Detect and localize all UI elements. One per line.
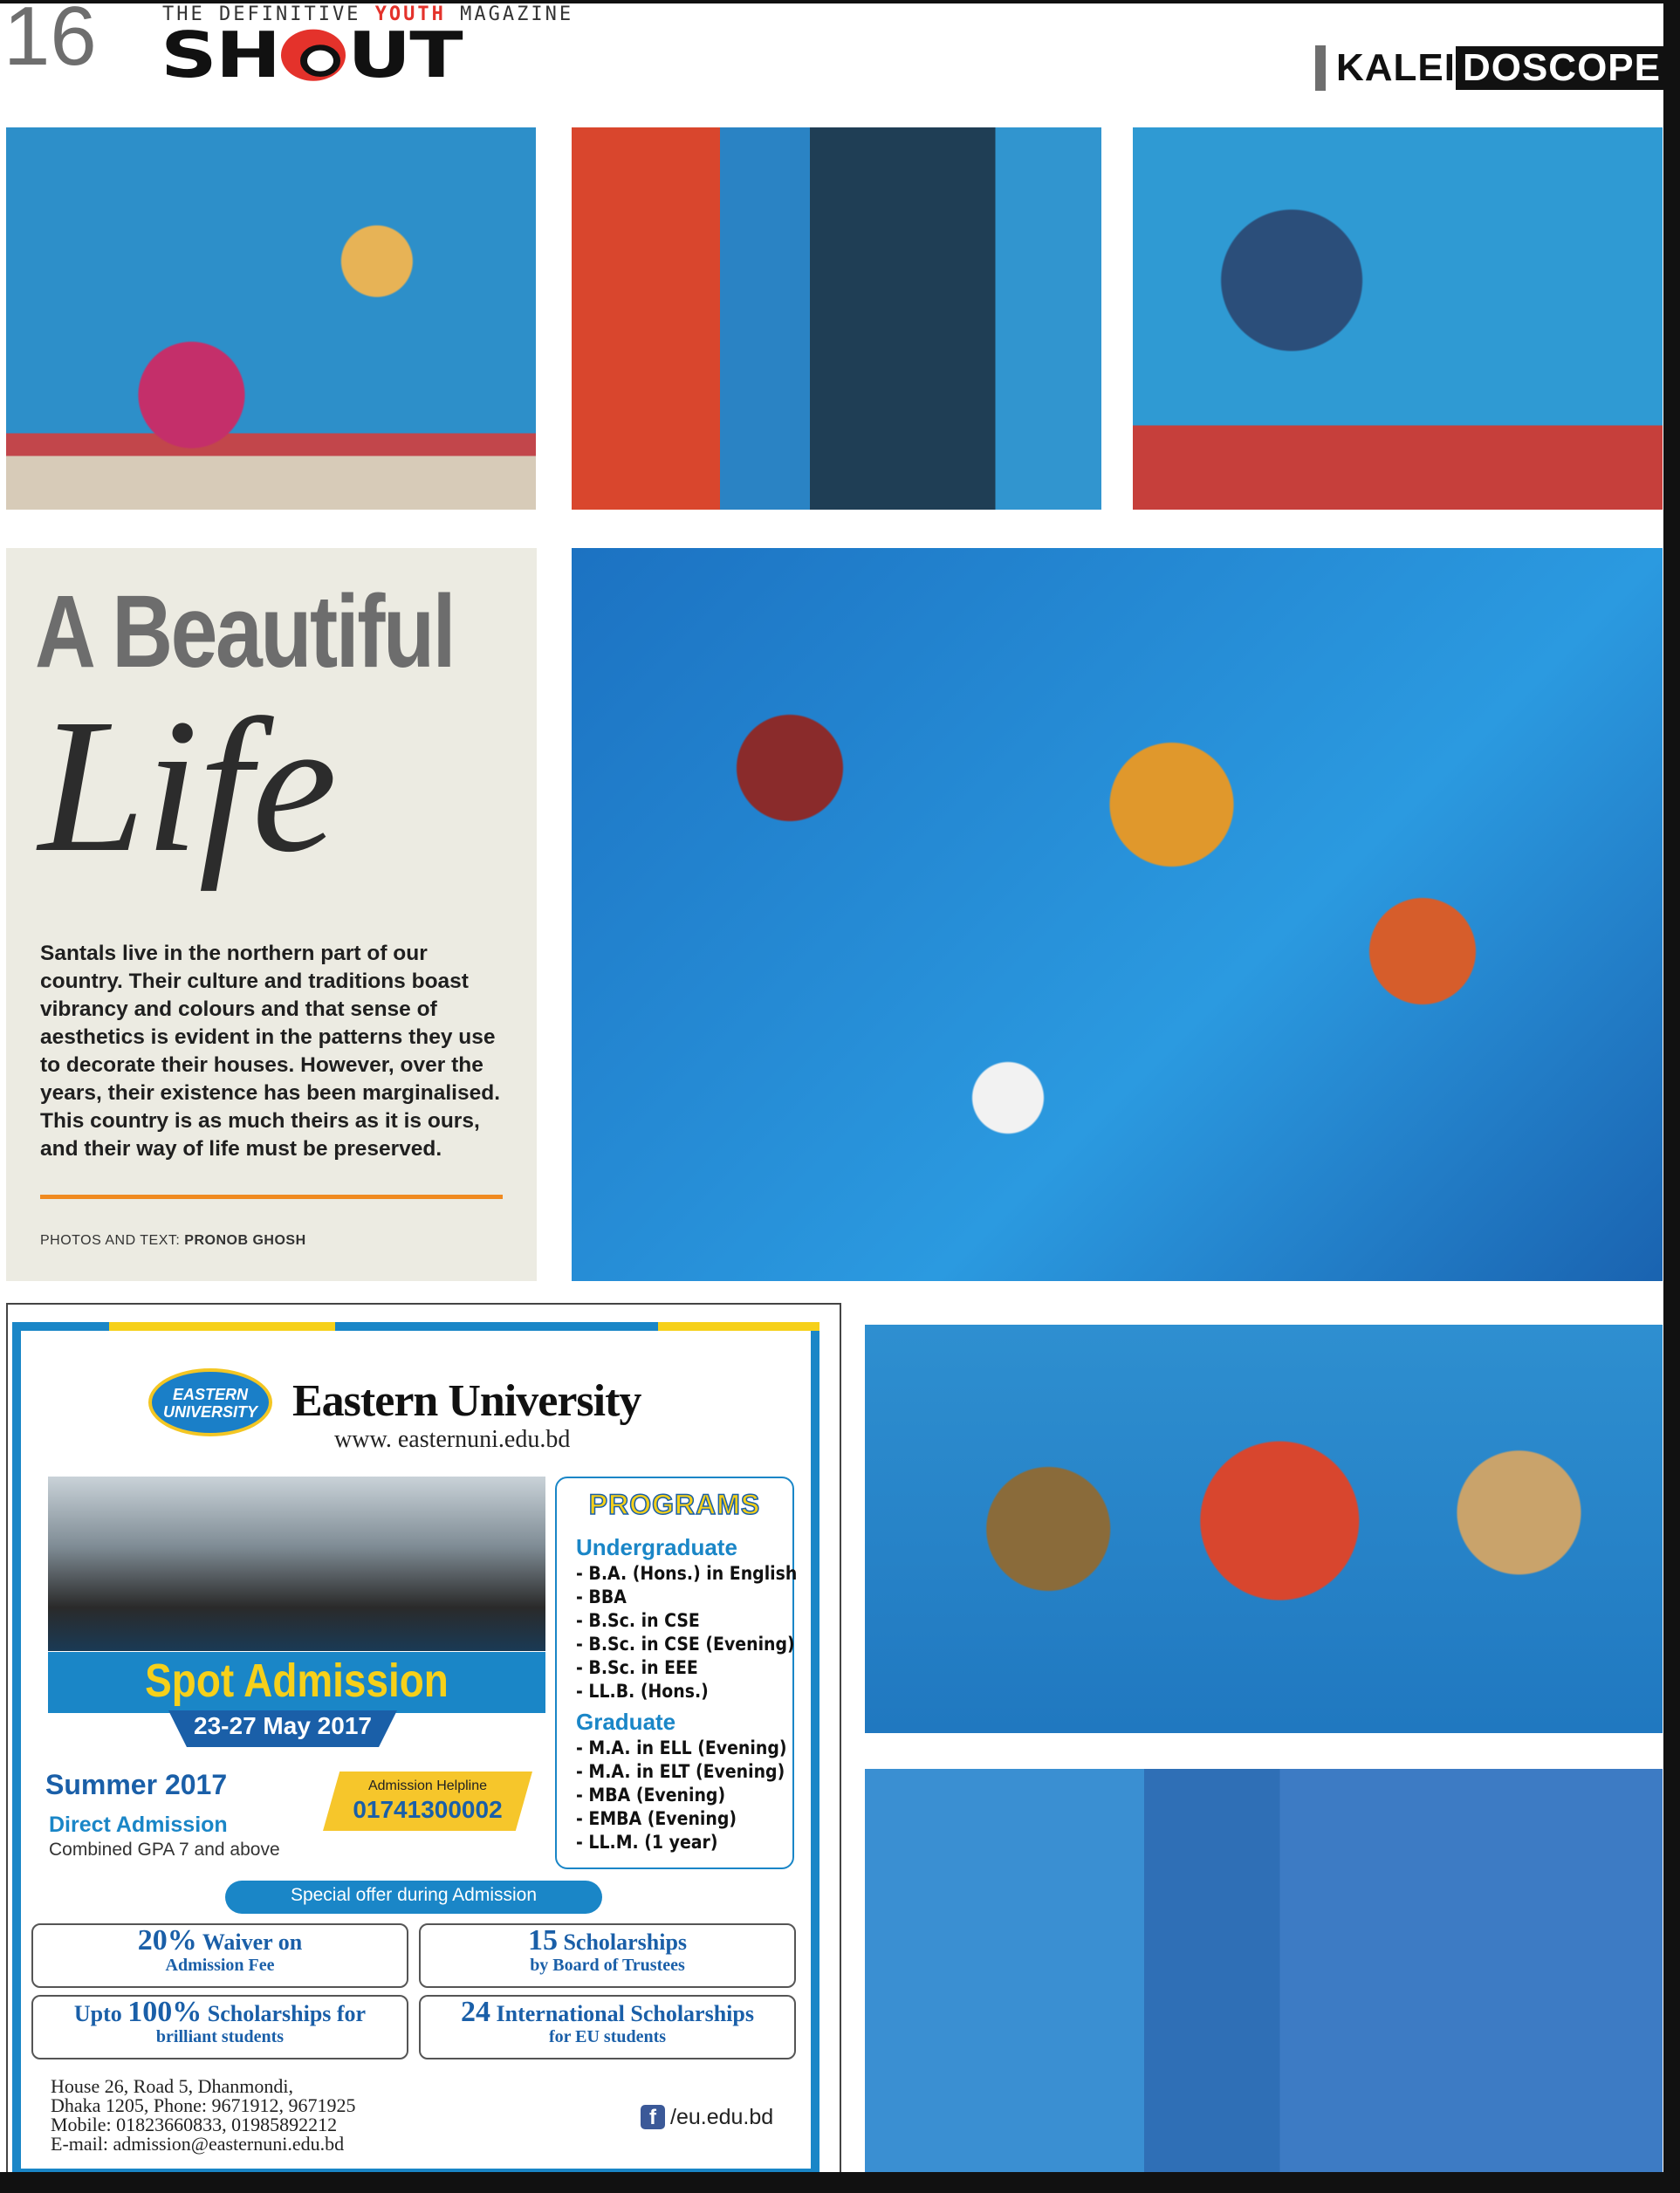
tagline-suffix: MAGAZINE — [445, 3, 574, 25]
programs-title: PROGRAMS — [588, 1489, 761, 1520]
offer-sub: by Board of Trustees — [530, 1955, 685, 1975]
helpline-label: Admission Helpline — [367, 1778, 488, 1793]
offer-figure: 15 — [527, 1924, 558, 1957]
feature-body: Santals live in the northern part of our country. Their culture and traditions boast vibrancy and colours and that sense of aesthetics is evident in the patterns they use to decorate their houses. However, over the years, their existence has been marginalised. This country is as much theirs as it is ours, and their way of life must be preserved. — [40, 942, 501, 1161]
right-edge-rule — [1663, 0, 1680, 2193]
program-item: - B.Sc. in CSE — [576, 1610, 700, 1631]
logo-right: UT — [347, 18, 462, 93]
offer-full-scholarship — [31, 1995, 408, 2059]
spot-admission-dates: 23-27 May 2017 — [194, 1712, 372, 1739]
photo-painted-flowers-wall — [572, 548, 1663, 1281]
credit-name: PRONOB GHOSH — [184, 1233, 306, 1248]
tagline-accent: YOUTH — [374, 3, 446, 25]
offer-text: Scholarships — [557, 1929, 688, 1955]
photo-sewing-woman — [6, 127, 536, 510]
helpline-number[interactable]: 01741300002 — [353, 1796, 503, 1823]
section-label-a: KALEI — [1335, 46, 1456, 89]
summer-heading: Summer 2017 — [45, 1769, 228, 1800]
feature-divider — [40, 1195, 503, 1199]
offer-figure: 100% — [127, 1996, 202, 2028]
offer-sub: brilliant students — [155, 2026, 285, 2046]
photo-painted-window — [1133, 127, 1663, 510]
program-item: - M.A. in ELT (Evening) — [576, 1761, 785, 1782]
graduate-list — [576, 1737, 786, 1854]
undergraduate-heading: Undergraduate — [576, 1534, 737, 1560]
offer-sub: Admission Fee — [165, 1955, 275, 1975]
logo-text-1: EASTERN — [172, 1386, 248, 1403]
section-bar — [1315, 45, 1326, 91]
feature-title-line1: A Beautiful — [35, 574, 455, 689]
offer-waiver — [31, 1923, 408, 1988]
spot-admission-title: Spot Admission — [145, 1655, 449, 1707]
university-name: Eastern University — [292, 1376, 641, 1426]
program-item: - LL.B. (Hons.) — [576, 1681, 709, 1702]
direct-admission: Direct Admission — [49, 1813, 228, 1837]
contact-address: House 26, Road 5, Dhanmondi, Dhaka 1205, Phone: 9671912, 9671925 Mobile: 01823660833, 01985892212 E-mail: admission@easternuni.edu.bd — [51, 2075, 356, 2155]
credit-label: PHOTOS AND TEXT: — [40, 1233, 181, 1248]
section-label — [1315, 44, 1668, 93]
undergraduate-list — [576, 1562, 797, 1703]
logo-text-2: UNIVERSITY — [162, 1403, 258, 1421]
gpa-requirement: Combined GPA 7 and above — [49, 1840, 280, 1860]
program-item: - B.Sc. in CSE (Evening) — [576, 1634, 795, 1655]
program-item: - EMBA (Evening) — [576, 1808, 737, 1829]
bottom-rule — [0, 2172, 1680, 2193]
photo-girl-in-doorway — [572, 127, 1101, 510]
program-item: - B.A. (Hons.) in English — [576, 1563, 798, 1584]
program-item: - MBA (Evening) — [576, 1785, 726, 1806]
eastern-university-logo — [148, 1368, 272, 1436]
program-item: - M.A. in ELL (Evening) — [576, 1737, 787, 1758]
offer-text: Scholarships for — [202, 2001, 367, 2026]
offer-text: Waiver on — [196, 1929, 303, 1955]
graduates-photo — [48, 1477, 545, 1651]
facebook-handle[interactable]: /eu.edu.bd — [670, 2105, 774, 2129]
offer-figure: 24 — [461, 1996, 491, 2028]
logo-o-icon — [281, 30, 346, 81]
university-url[interactable]: www. easternuni.edu.bd — [334, 1426, 571, 1453]
program-item: - BBA — [576, 1586, 627, 1607]
program-item: - LL.M. (1 year) — [576, 1832, 718, 1853]
facebook-icon[interactable]: f — [641, 2105, 665, 2129]
photo-credit — [40, 1233, 306, 1249]
special-offer-label: Special offer during Admission — [290, 1885, 538, 1905]
offer-pre: Upto — [73, 2001, 128, 2026]
shout-logo — [161, 18, 462, 93]
page-number: 16 — [3, 0, 97, 83]
offer-figure: 20% — [137, 1924, 197, 1957]
tagline-prefix: THE DEFINITIVE — [162, 3, 375, 25]
offer-international-scholarships — [419, 1995, 796, 2059]
feature-title-line2: Life — [38, 679, 338, 892]
offer-text: International Scholarships — [490, 2001, 754, 2026]
offer-sub: for EU students — [548, 2026, 667, 2046]
logo-left: SH — [161, 18, 280, 93]
photo-woman-in-sari — [865, 1769, 1663, 2193]
photo-framed-pictures-wall — [865, 1325, 1663, 1733]
graduate-heading: Graduate — [576, 1709, 676, 1735]
section-label-b: DOSCOPE — [1456, 46, 1668, 90]
offer-trustee-scholarships — [419, 1923, 796, 1988]
program-item: - B.Sc. in EEE — [576, 1657, 698, 1678]
